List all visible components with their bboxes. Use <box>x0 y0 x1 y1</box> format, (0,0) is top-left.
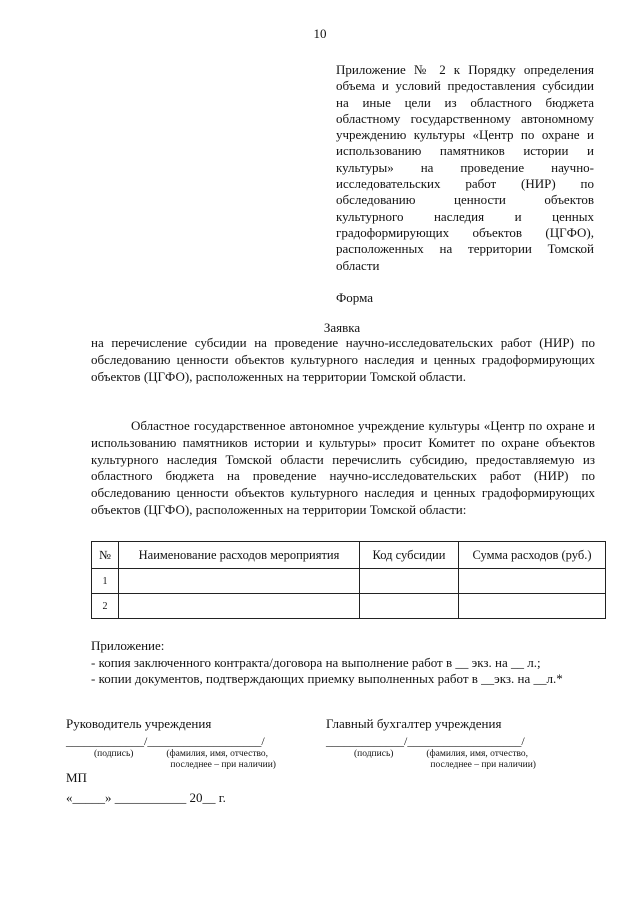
row-number: 1 <box>92 569 119 594</box>
row-number: 2 <box>92 594 119 619</box>
accountant-signature-block <box>326 716 536 771</box>
accountant-role: Главный бухгалтер учреждения <box>326 716 502 731</box>
row-subsidy-code <box>360 594 459 619</box>
row-amount <box>459 594 606 619</box>
header-expense-name: Наименование расходов мероприятия <box>119 542 360 569</box>
row-expense-name <box>119 569 360 594</box>
accountant-signature-line: _____________/___________________/ <box>326 734 525 748</box>
row-expense-name <box>119 594 360 619</box>
request-paragraph: Областное государственное автономное учреждение культуры «Центр по охране и использованию памятников истории и культуры» просит Комитет по охране объектов культурного наследия Томской области перечислить субсидию, предоставляемую из областного бюджета на проведение научно-исследовательских работ (НИР) по обследованию ценности объектов культурного наследия и ценных градоформирующих объектов (ЦГФО), расположенных на территории Томской области: <box>91 418 595 517</box>
form-label: Форма <box>336 290 373 305</box>
appendix-note: Приложение № 2 к Порядку определения объема и условий предоставления субсидии на иные цели из областного бюджета областному государственному автономному учреждению культуры «Центр по охране и использованию памятников истории и культуры» на проведение научно-исследовательских работ (НИР) по обследованию ценности объектов культурного наследия и ценных градоформирующих объектов (ЦГФО), расположенных на территории Томской области <box>336 62 594 273</box>
expenses-table <box>91 541 606 619</box>
head-hint-name-1: (фамилия, имя, отчество, <box>166 749 269 759</box>
head-role: Руководитель учреждения <box>66 716 212 731</box>
head-signature-block <box>66 716 276 771</box>
row-amount <box>459 569 606 594</box>
header-number: № <box>92 542 119 569</box>
table-row <box>92 594 606 619</box>
document-subtitle: на перечисление субсидии на проведение научно-исследовательских работ (НИР) по обследованию ценности объектов культурного наследия и ценных градоформирующих объектов (ЦГФО), расположенных на территории Томской области. <box>91 335 595 384</box>
table-row <box>92 569 606 594</box>
head-signature-hint <box>66 749 276 771</box>
row-subsidy-code <box>360 569 459 594</box>
header-amount: Сумма расходов (руб.) <box>459 542 606 569</box>
head-hint-sign: (подпись) <box>94 749 134 759</box>
attachment-item: - копия заключенного контракта/договора на выполнение работ в __ экз. на __ л.; <box>91 654 541 670</box>
attachments-section <box>91 638 595 688</box>
attachment-item: - копии документов, подтверждающих приемку выполненных работ в __экз. на __л.* <box>91 671 563 686</box>
page-number: 10 <box>313 26 327 41</box>
document-title: Заявка <box>323 320 361 335</box>
table-header-row <box>92 542 606 569</box>
accountant-hint-sign: (подпись) <box>354 749 394 759</box>
head-hint-name-2: последнее – при наличии) <box>170 760 276 770</box>
accountant-hint-name-2: последнее – при наличии) <box>430 760 536 770</box>
stamp-place: МП <box>66 770 87 785</box>
accountant-hint-name-1: (фамилия, имя, отчество, <box>426 749 529 759</box>
head-signature-line: _____________/___________________/ <box>66 734 265 748</box>
header-subsidy-code: Код субсидии <box>360 542 459 569</box>
accountant-signature-hint <box>326 749 536 771</box>
date-line: «_____» ___________ 20__ г. <box>66 790 226 805</box>
attachments-heading: Приложение: <box>91 638 165 653</box>
